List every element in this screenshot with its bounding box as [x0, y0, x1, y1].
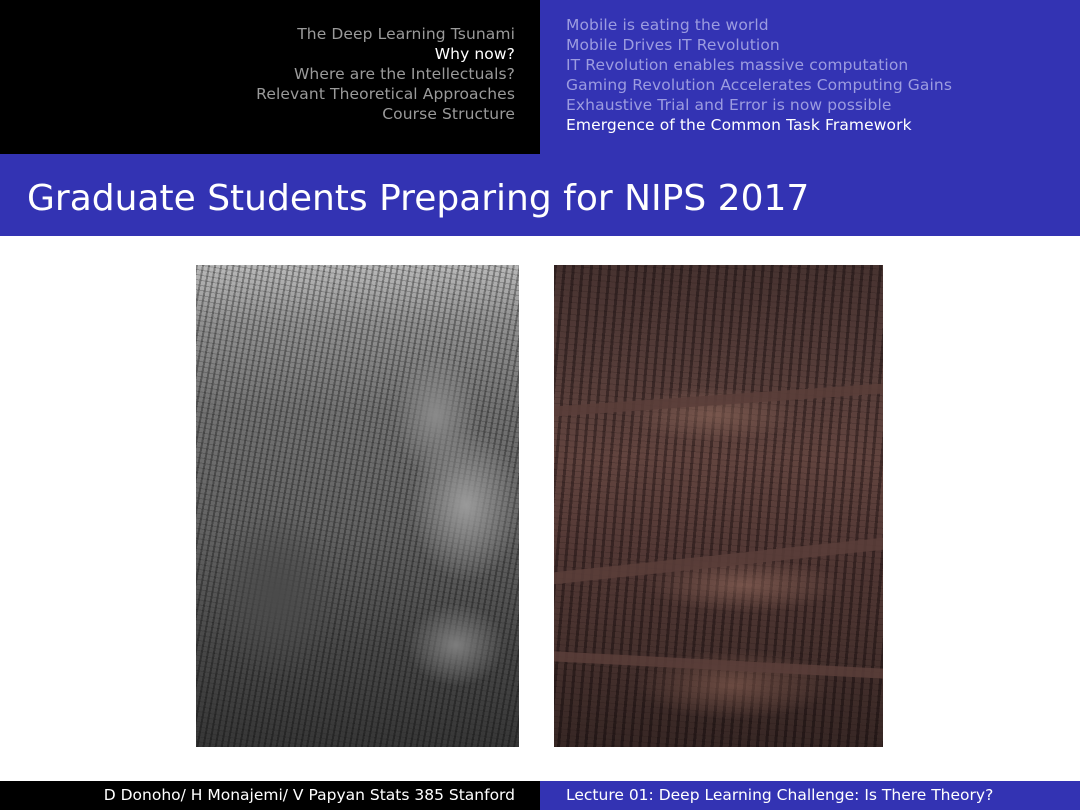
terrace-ledge [554, 651, 883, 678]
terrace-ledge [554, 538, 883, 585]
nav-subsection-common-task[interactable]: Emergence of the Common Task Framework [566, 116, 912, 134]
nav-subsection-gaming[interactable]: Gaming Revolution Accelerates Computing Gains [566, 76, 953, 94]
terrace-ledge [554, 383, 883, 416]
nav-subsection-it-revolution[interactable]: IT Revolution enables massive computation [566, 56, 909, 74]
nav-section-theoretical[interactable]: Relevant Theoretical Approaches [256, 85, 515, 103]
nav-section-intellectuals[interactable]: Where are the Intellectuals? [293, 65, 515, 83]
nav-subsection-trial-error[interactable]: Exhaustive Trial and Error is now possible [566, 96, 892, 114]
nav-subsection-mobile-eating[interactable]: Mobile is eating the world [566, 16, 769, 34]
footer-lecture-title: Lecture 01: Deep Learning Challenge: Is There Theory? [540, 781, 1080, 810]
nav-section-tsunami[interactable]: The Deep Learning Tsunami [297, 25, 515, 43]
nav-section-why-now[interactable]: Why now? [434, 45, 515, 63]
footer-authors: D Donoho/ H Monajemi/ V Papyan Stats 385 Stanford [0, 781, 540, 810]
section-navigation [0, 0, 540, 154]
slide-title: Graduate Students Preparing for NIPS 2017 [27, 178, 810, 219]
gold-mine-photo-bw [196, 265, 519, 747]
gold-mine-photo-color [554, 265, 883, 747]
nav-subsection-mobile-drives[interactable]: Mobile Drives IT Revolution [566, 36, 780, 54]
nav-section-course-structure[interactable]: Course Structure [382, 105, 515, 123]
subsection-navigation [540, 0, 1080, 154]
